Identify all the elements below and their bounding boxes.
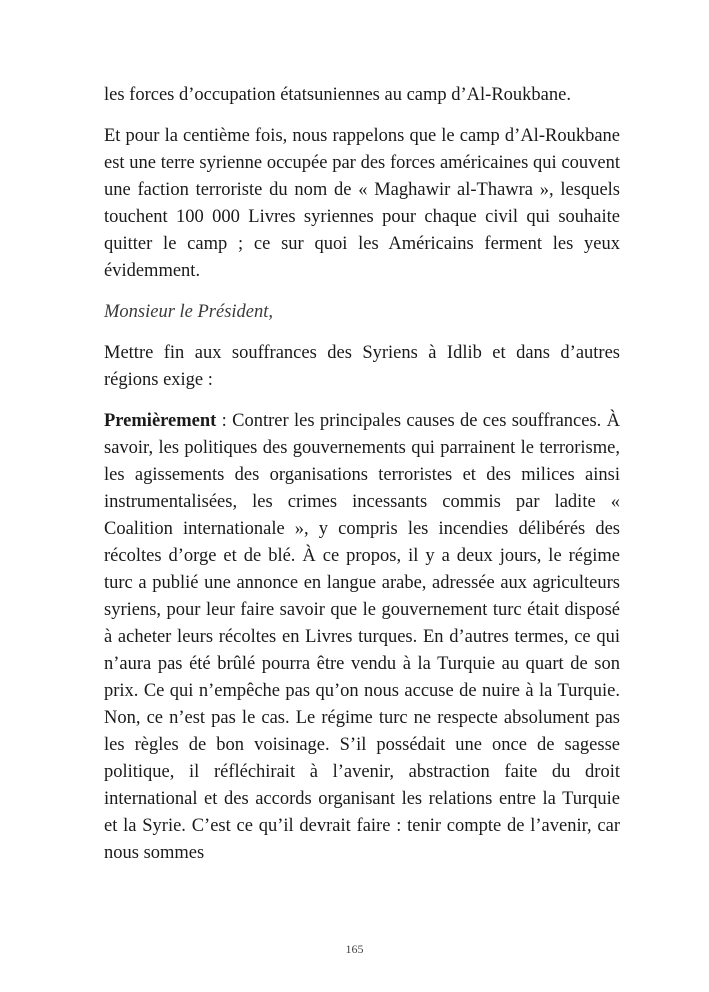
paragraph-5-body: : Contrer les principales causes de ces souffrances. À savoir, les politiques des gouvernements qui parrainent le terrorisme, les agissements des organisations terroristes et des milices ainsi instrumentalisées, les crimes incessants commis par ladite « Coalition internationale », y compris les incendies délibérés des récoltes d’orge et de blé. À ce propos, il y a deux jours, le régime turc a publié une annonce en langue arabe, adressée aux agriculteurs syriens, pour leur faire savoir que le gouvernement turc était disposé à acheter leurs récoltes en Livres turques. En d’autres termes, ce qui n’aura pas été brûlé pourra être vendu à la Turquie au quart de son prix. Ce qui n’empêche pas qu’on nous accuse de nuire à la Turquie. Non, ce n’est pas le cas. Le régime turc ne respecte absolument pas les règles de bon voisinage. S’il possédait une once de sagesse politique, il réfléchirait à l’avenir, abstraction faite du droit international et des accords organisant les relations entre la Turquie et la Syrie. C’est ce qu’il devrait faire : tenir compte de l’avenir, car nous sommes: [104, 411, 620, 863]
paragraph-5: [104, 408, 620, 867]
paragraph-1: les forces d’occupation étatsuniennes au camp d’Al-Roukbane.: [104, 85, 571, 105]
page-number: 165: [345, 942, 364, 956]
salutation: Monsieur le Président,: [104, 302, 274, 322]
paragraph-2: Et pour la centième fois, nous rappelons que le camp d’Al-Roukbane est une terre syrienne occupée par des forces américaines qui couvent une faction terroriste du nom de « Maghawir al-Thawra », lesquels touchent 100 000 Livres syriennes pour chaque civil qui souhaite quitter le camp ; ce sur quoi les Américains ferment les yeux évidemment.: [104, 126, 620, 281]
paragraph-4: Mettre fin aux souffrances des Syriens à Idlib et dans d’autres régions exige :: [104, 343, 620, 390]
page-content: [104, 82, 620, 881]
paragraph-5-lead: Premièrement: [104, 411, 217, 431]
